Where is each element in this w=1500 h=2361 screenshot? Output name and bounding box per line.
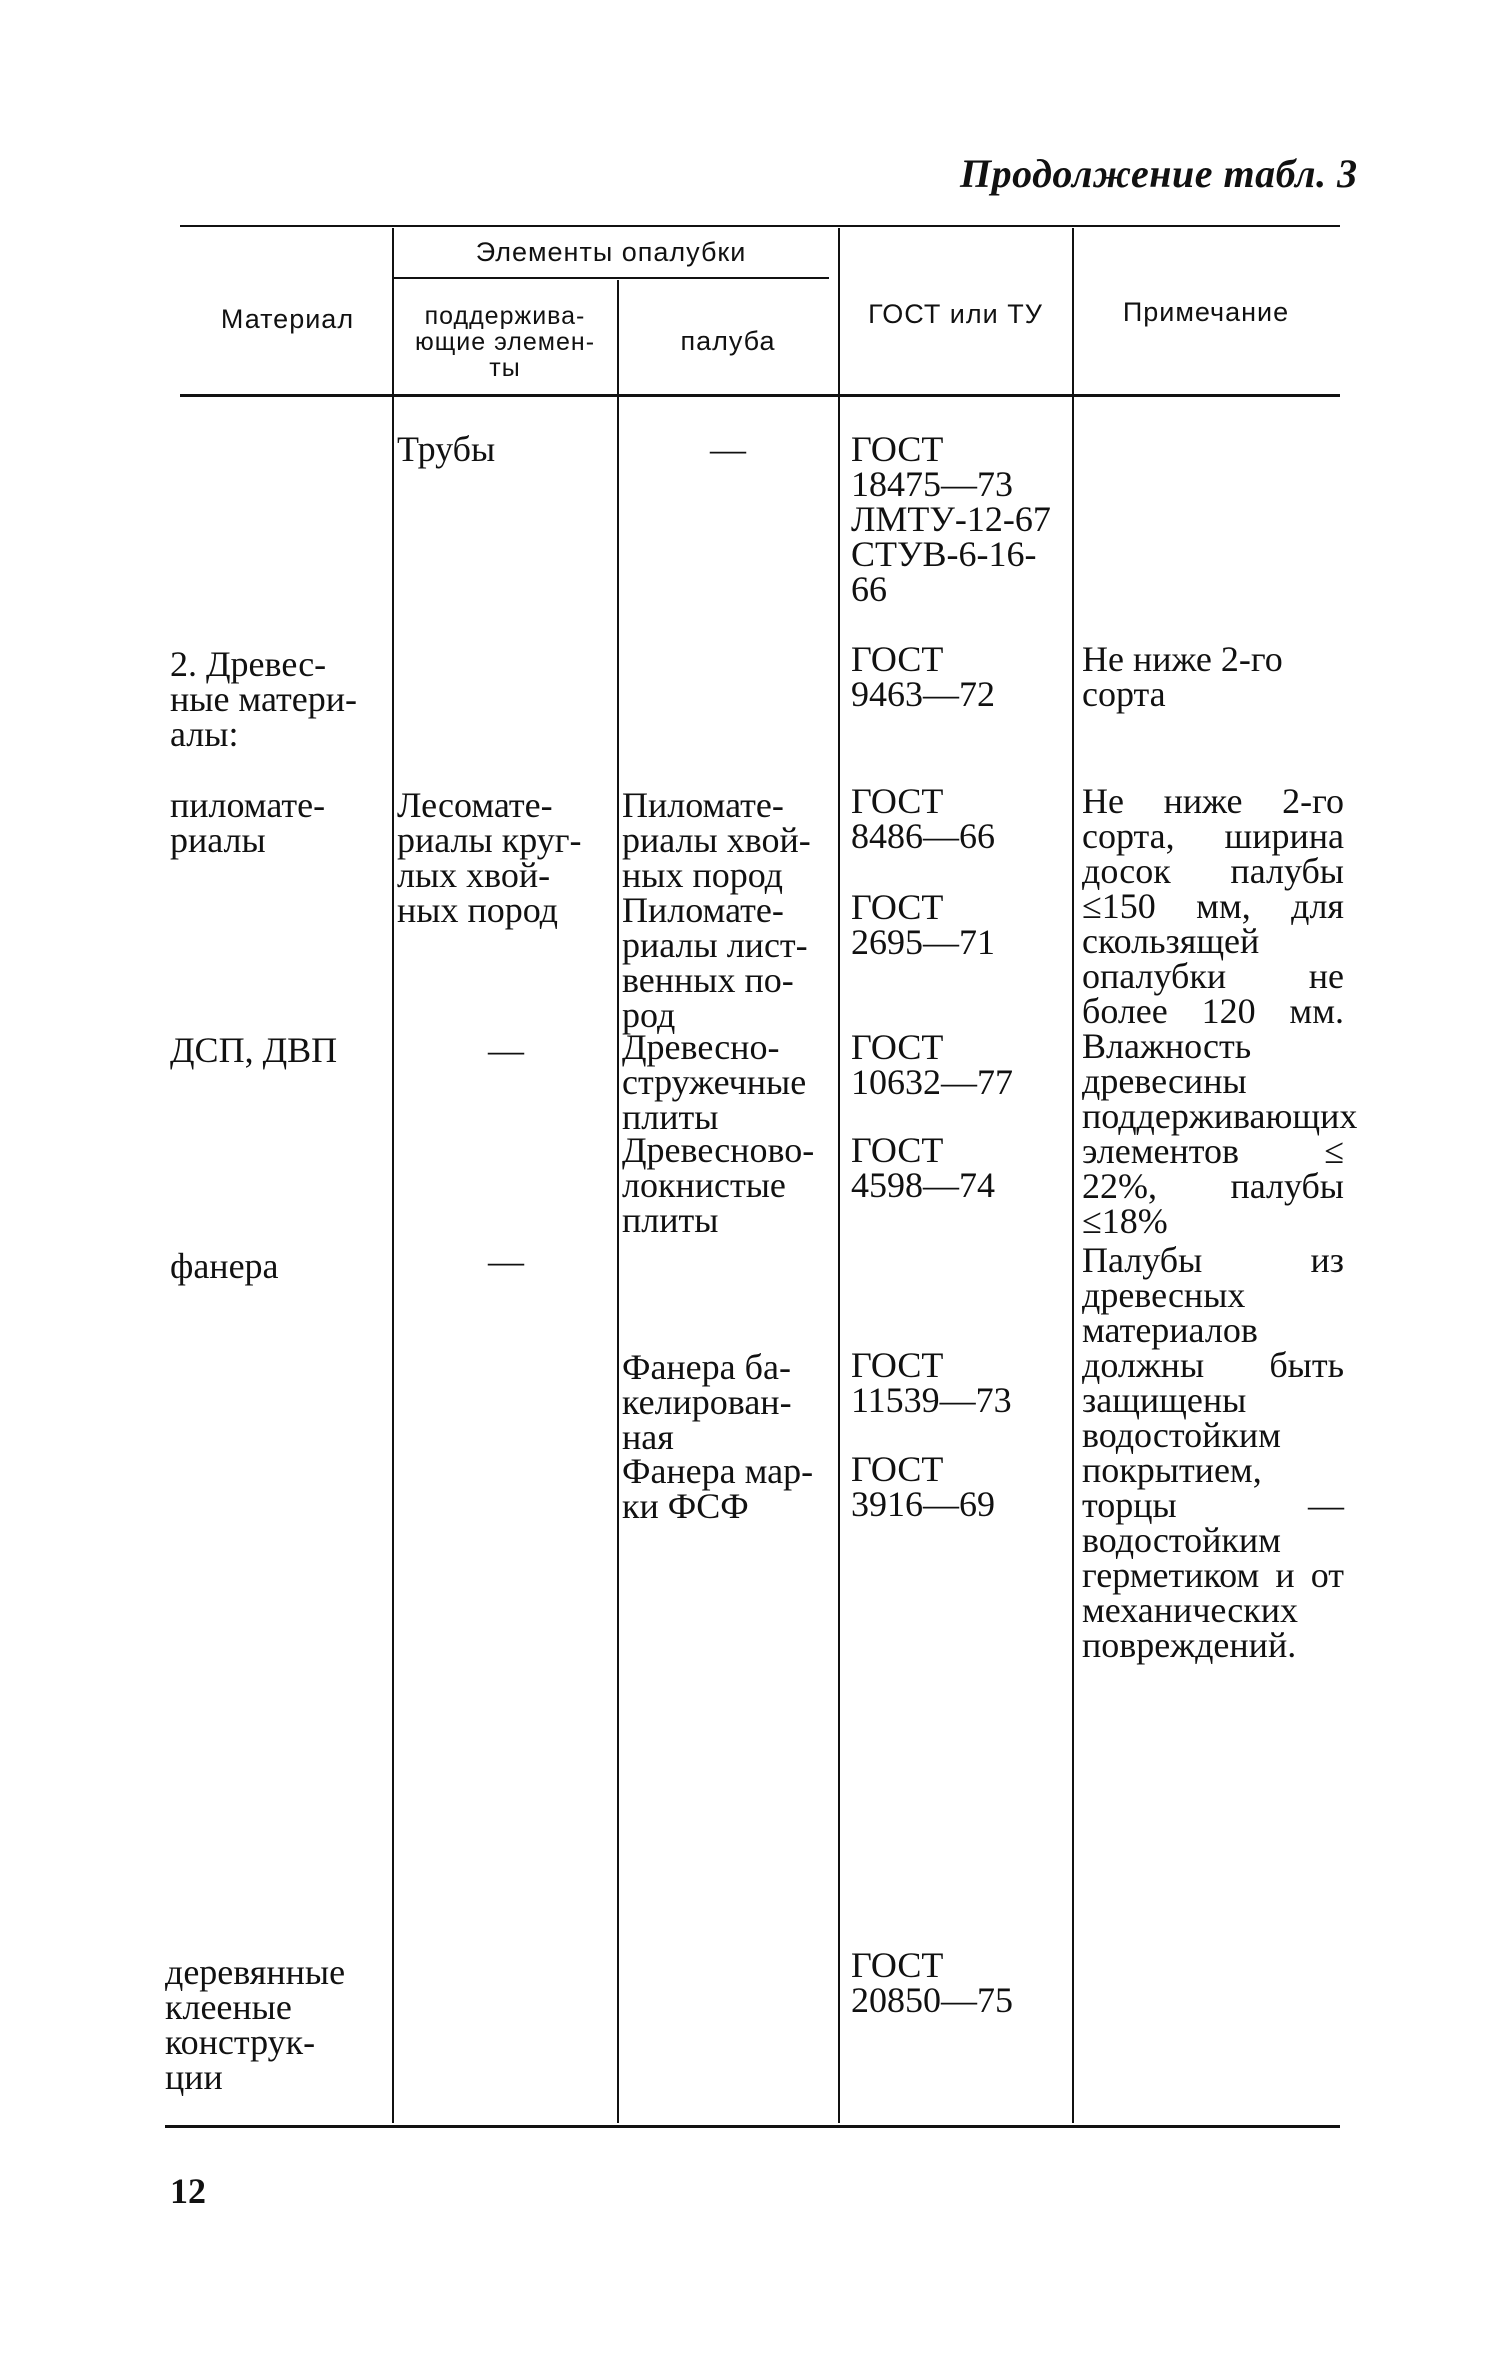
header-supporting: поддержива- ющие элемен- ты: [414, 302, 596, 382]
table-bottom-rule: [165, 2125, 1340, 2128]
row5-gost-a: ГОСТ 11539—73: [851, 1345, 1012, 1420]
row6-gost: ГОСТ 20850—75: [851, 1945, 1013, 2020]
row3-note: Не ниже 2-го сорта, ширина досок палубы ≤150 мм, для скользящей опалубки не более 120 мм. Влажность древесины поддерживающих элементов ≤ 22%, палубы ≤18%: [1082, 781, 1358, 1241]
column-divider-4: [1072, 228, 1074, 2123]
row2-note: Не ниже 2-го сорта: [1082, 639, 1283, 714]
header-bottom-rule: [180, 394, 1340, 397]
row1-supporting: Трубы: [397, 429, 496, 469]
row5-supporting: —: [488, 1241, 524, 1281]
row4-gost-a: ГОСТ 10632—77: [851, 1027, 1013, 1102]
column-divider-1: [392, 228, 394, 2123]
row6-material: деревянные клееные конструк- ции: [165, 1952, 346, 2097]
row3-material: пиломате- риалы: [170, 785, 326, 860]
row3-gost-b: ГОСТ 2695—71: [851, 887, 995, 962]
row4-decking-b: Древесново- локнистые плиты: [622, 1130, 815, 1240]
row3-decking-a: Пиломате- риалы хвой- ных пород: [622, 785, 811, 895]
row5-decking-b: Фанера мар- ки ФСФ: [622, 1451, 814, 1526]
row3-supporting: Лесомате- риалы круг- лых хвой- ных пород: [397, 785, 582, 930]
header-material: Материал: [220, 304, 355, 334]
row5-material: фанера: [170, 1246, 279, 1286]
table-caption: Продолжение табл. 3: [960, 151, 1358, 196]
row5-note: Палубы из древесных материалов должны быть защищены водостойким покрытием, торцы — водостойким герметиком и от механических повреждений.: [1082, 1240, 1344, 1665]
row3-gost-a: ГОСТ 8486—66: [851, 781, 995, 856]
column-divider-2: [617, 280, 619, 2123]
row1-decking: —: [710, 429, 746, 469]
row4-material: ДСП, ДВП: [170, 1030, 338, 1070]
column-divider-3: [838, 228, 840, 2123]
row2-gost: ГОСТ 9463—72: [851, 639, 995, 714]
row5-decking-a: Фанера ба- келирован- ная: [622, 1347, 792, 1457]
header-note: Примечание: [1122, 297, 1290, 327]
header-gost: ГОСТ или ТУ: [868, 299, 1043, 329]
page-number: 12: [170, 2171, 206, 2211]
row5-gost-b: ГОСТ 3916—69: [851, 1449, 995, 1524]
row4-supporting: —: [488, 1030, 524, 1070]
row1-gost: ГОСТ 18475—73 ЛМТУ-12-67 СТУВ-6-16- 66: [851, 429, 1051, 609]
row4-gost-b: ГОСТ 4598—74: [851, 1130, 995, 1205]
group-header-rule: [393, 277, 829, 279]
row2-material: 2. Древес- ные матери- алы:: [170, 644, 357, 754]
row4-decking-a: Древесно- стружечные плиты: [622, 1027, 807, 1137]
row3-decking-b: Пиломате- риалы лист- венных по- род: [622, 890, 808, 1035]
header-elements-group: Элементы опалубки: [475, 237, 747, 267]
header-decking: палуба: [680, 326, 776, 356]
table-top-rule: [180, 225, 1340, 227]
